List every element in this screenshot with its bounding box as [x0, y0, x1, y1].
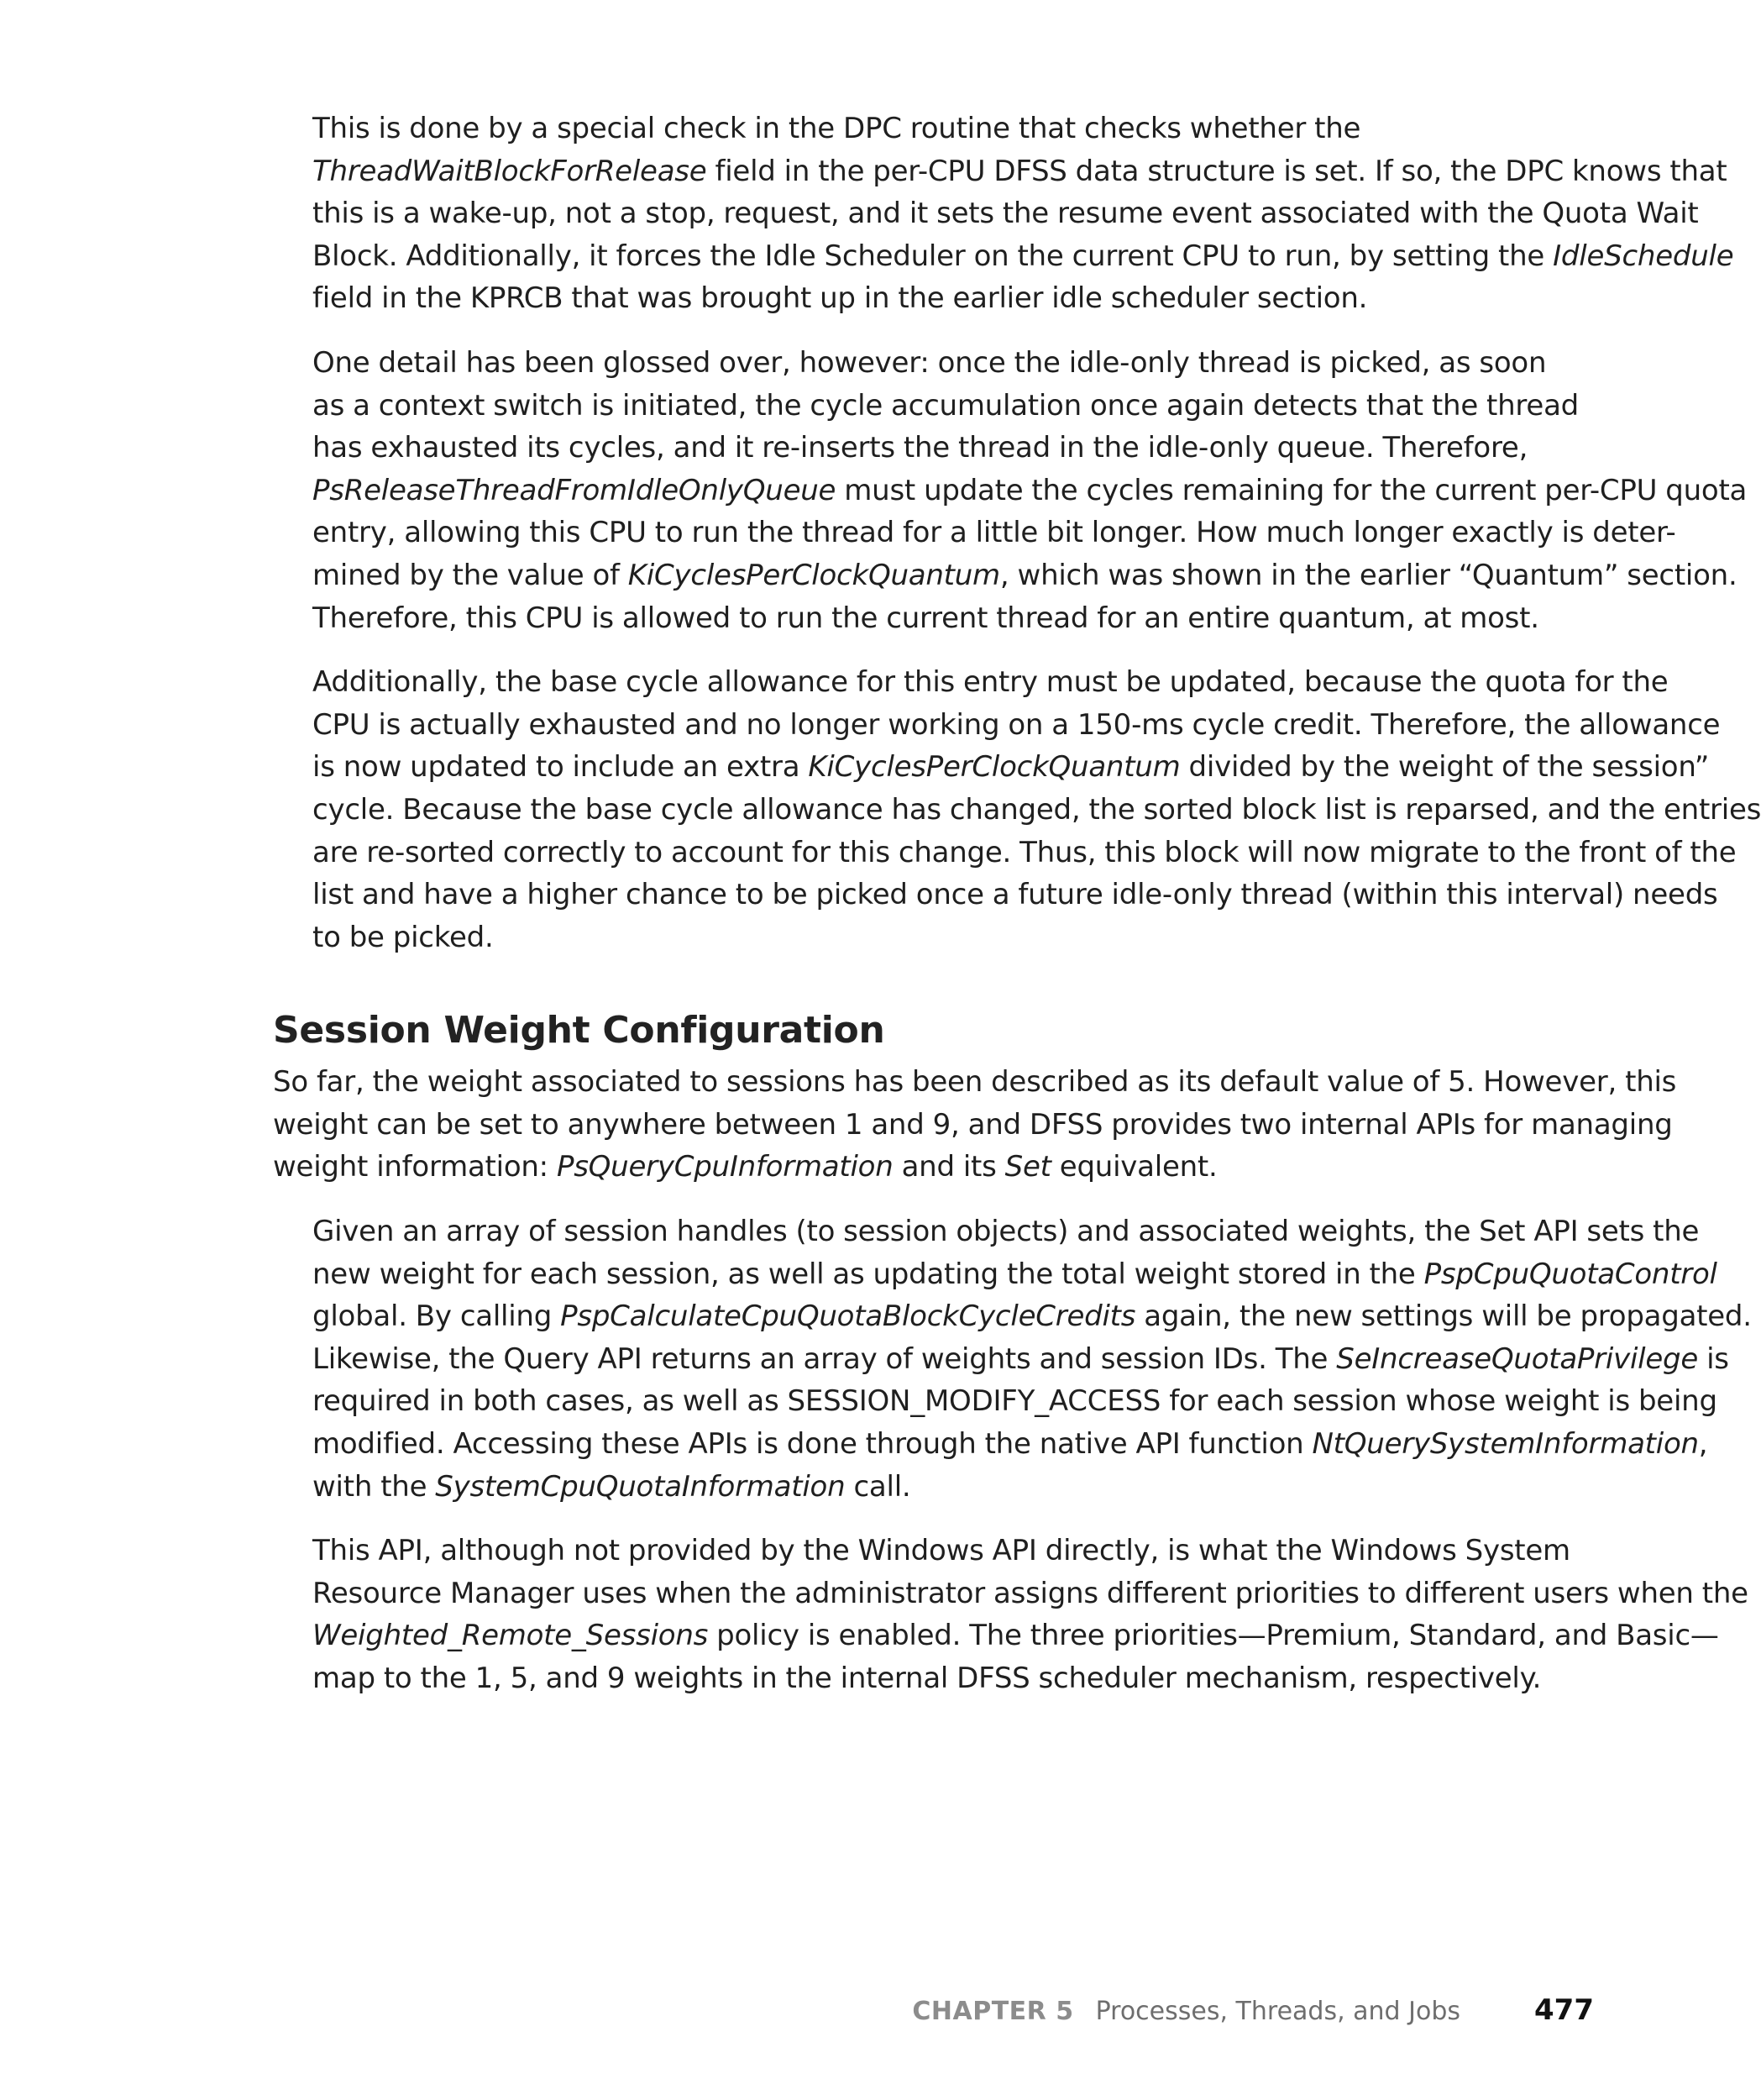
- text-line: [273, 1614, 1719, 1657]
- text-run: map to the 1, 5, and 9 weights in the internal DFSS scheduler mechanism, respectively.: [312, 1662, 1542, 1695]
- text-line: [273, 1104, 1673, 1147]
- italic-term: KiCyclesPerClockQuantum: [627, 558, 1000, 592]
- text-run: global. By calling: [312, 1299, 561, 1334]
- italic-term: Set: [1004, 1150, 1051, 1184]
- text-run: Given an array of session handles (to session objects) and associated weights, the Set API sets the: [312, 1215, 1700, 1249]
- text-line: [273, 1657, 1587, 1700]
- text-run: So far, the weight associated to sessions has been described as its default value of 5. However, this: [273, 1065, 1677, 1100]
- chapter-label: CHAPTER 5: [912, 1997, 1074, 2026]
- page-footer: [912, 1993, 1594, 2027]
- text-run: modified. Accessing these APIs is done through the native API function: [312, 1427, 1313, 1462]
- text-line: [273, 1530, 1587, 1572]
- page-number: 477: [1534, 1993, 1594, 2027]
- text-run: as a context switch is initiated, the cycle accumulation once again detects that the thread: [312, 388, 1579, 423]
- text-run: Likewise, the Query API returns an array of weights and session IDs. The: [312, 1341, 1337, 1376]
- text-run: weight information:: [273, 1150, 557, 1184]
- text-line: [273, 1253, 1717, 1296]
- italic-term: Weighted_Remote_Sessions: [312, 1619, 709, 1653]
- text-run: are re-sorted correctly to account for this change. Thus, this block will now migrate to the front of the: [312, 835, 1737, 869]
- text-line: [273, 597, 1587, 640]
- intro-paragraphs: [273, 108, 1761, 958]
- text-run: call.: [845, 1469, 911, 1504]
- text-line: [273, 832, 1737, 874]
- text-run: field in the per-CPU DFSS data structure is set. If so, the DPC knows that: [706, 154, 1727, 188]
- body-paragraph: [273, 1530, 1748, 1699]
- italic-term: NtQuerySystemInformation: [1312, 1427, 1699, 1462]
- text-run: divided by the weight of the session”: [1180, 750, 1710, 785]
- section-paragraphs: [273, 1061, 1752, 1699]
- text-run: weight can be set to anywhere between 1 and 9, and DFSS provides two internal APIs for managing: [273, 1107, 1673, 1142]
- text-run: , which was shown in the earlier “Quantum” section.: [999, 558, 1737, 592]
- text-line: [273, 192, 1699, 235]
- text-line: [273, 108, 1587, 150]
- text-line: [273, 150, 1727, 193]
- page-body: [273, 108, 1761, 1722]
- text-run: Therefore, this CPU is allowed to run the current thread for an entire quantum, at most.: [312, 601, 1539, 635]
- italic-term: IdleSchedule: [1553, 239, 1734, 273]
- text-run: and its: [893, 1150, 1005, 1184]
- text-line: [273, 235, 1734, 278]
- text-run: Block. Additionally, it forces the Idle Scheduler on the current CPU to run, by setting the: [312, 239, 1554, 273]
- body-paragraph: [273, 1210, 1752, 1508]
- text-run: cycle. Because the base cycle allowance has changed, the sorted block list is reparsed, and the entries: [312, 792, 1761, 827]
- text-line: [273, 1380, 1717, 1423]
- text-line: [273, 1466, 1587, 1509]
- text-run: mined by the value of: [312, 558, 628, 592]
- text-run: list and have a higher chance to be picked once a future idle-only thread (within this interval) needs: [312, 878, 1718, 912]
- text-line: [273, 470, 1748, 512]
- chapter-title: Processes, Threads, and Jobs: [1095, 1997, 1461, 2026]
- text-run: this is a wake-up, not a stop, request, and it sets the resume event associated with the Quota Wait: [312, 197, 1699, 231]
- text-line: [273, 554, 1737, 597]
- text-run: Additionally, the base cycle allowance for this entry must be updated, because the quota for the: [312, 665, 1669, 700]
- text-run: has exhausted its cycles, and it re-inserts the thread in the idle-only queue. Therefore,: [312, 431, 1528, 465]
- text-run: is now updated to include an extra: [312, 750, 809, 785]
- text-run: required in both cases, as well as SESSION_MODIFY_ACCESS for each session whose weight is being: [312, 1384, 1717, 1419]
- text-run: must update the cycles remaining for the current per-CPU quota: [836, 473, 1748, 507]
- text-line: [273, 661, 1669, 704]
- text-run: equivalent.: [1051, 1150, 1218, 1184]
- text-line: [273, 789, 1761, 832]
- text-line: [273, 746, 1710, 789]
- italic-term: PspCpuQuotaControl: [1423, 1257, 1717, 1291]
- text-run: field in the KPRCB that was brought up in the earlier idle scheduler section.: [312, 281, 1368, 316]
- text-line: [273, 385, 1587, 428]
- text-run: This is done by a special check in the DPC routine that checks whether the: [312, 112, 1361, 145]
- text-line: [273, 342, 1587, 385]
- text-run: to be picked.: [312, 920, 494, 954]
- text-line: [273, 1338, 1729, 1381]
- text-line: [273, 427, 1587, 470]
- text-line: [273, 1423, 1708, 1466]
- text-line: [273, 1295, 1752, 1338]
- text-run: with the: [312, 1469, 436, 1504]
- text-line: [273, 1572, 1748, 1615]
- text-run: Resource Manager uses when the administrator assigns different priorities to different users when the: [312, 1576, 1748, 1610]
- text-run: new weight for each session, as well as updating the total weight stored in the: [312, 1257, 1424, 1291]
- italic-term: ThreadWaitBlockForRelease: [312, 154, 707, 188]
- section-heading: Session Weight Configuration: [273, 1009, 885, 1053]
- text-line: [273, 704, 1721, 747]
- italic-term: KiCyclesPerClockQuantum: [808, 750, 1181, 785]
- text-line: [273, 1146, 1587, 1189]
- text-line: [273, 512, 1676, 554]
- text-line: [273, 277, 1587, 320]
- italic-term: PspCalculateCpuQuotaBlockCycleCredits: [560, 1299, 1136, 1334]
- italic-term: SeIncreaseQuotaPrivilege: [1336, 1341, 1699, 1376]
- text-run: entry, allowing this CPU to run the thread for a little bit longer. How much longer exactly is deter-: [312, 516, 1676, 550]
- italic-term: PsReleaseThreadFromIdleOnlyQueue: [312, 473, 836, 507]
- italic-term: PsQueryCpuInformation: [556, 1150, 894, 1184]
- text-run: ,: [1698, 1427, 1708, 1462]
- text-run: One detail has been glossed over, however: once the idle-only thread is picked, as soon: [312, 345, 1547, 380]
- body-paragraph: [273, 661, 1761, 958]
- text-run: is: [1698, 1341, 1729, 1376]
- text-line: [273, 1210, 1700, 1253]
- text-run: again, the new settings will be propagated.: [1135, 1299, 1752, 1334]
- text-line: [273, 1061, 1677, 1104]
- text-run: This API, although not provided by the Windows API directly, is what the Windows System: [312, 1534, 1570, 1568]
- body-paragraph: [273, 1061, 1677, 1189]
- text-line: [273, 874, 1718, 916]
- text-line: [273, 916, 1587, 959]
- text-run: policy is enabled. The three priorities—Premium, Standard, and Basic—: [708, 1619, 1719, 1653]
- text-run: CPU is actually exhausted and no longer working on a 150-ms cycle credit. Therefore, the allowance: [312, 707, 1721, 742]
- body-paragraph: [273, 342, 1748, 639]
- italic-term: SystemCpuQuotaInformation: [435, 1469, 846, 1504]
- body-paragraph: [273, 108, 1734, 320]
